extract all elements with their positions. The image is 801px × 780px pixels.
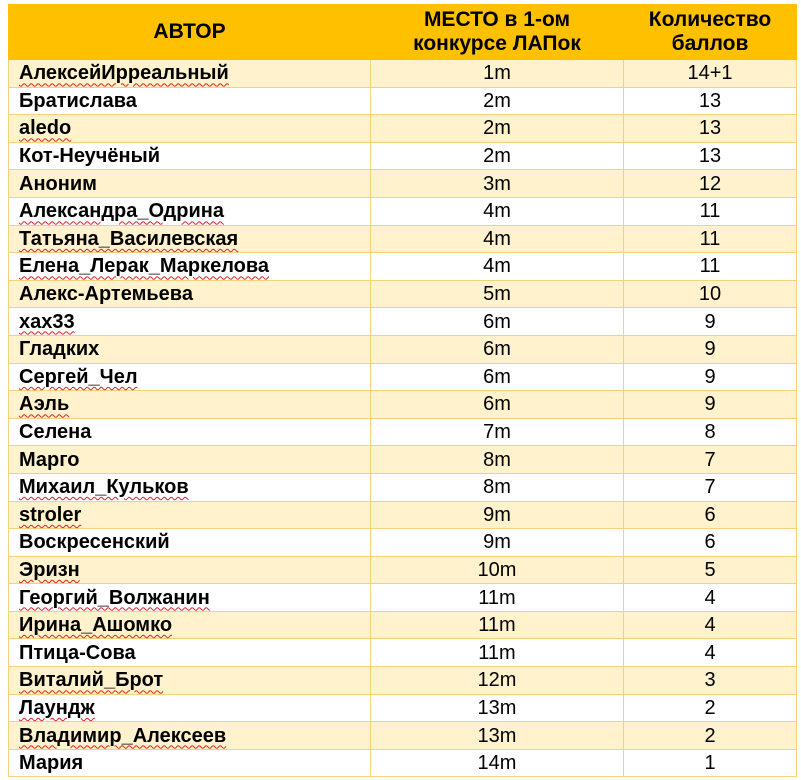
- table-row: [9, 722, 797, 750]
- table-row: [9, 611, 797, 639]
- place-cell: 9m: [371, 501, 624, 529]
- score-cell: 9: [624, 391, 797, 419]
- score-cell: 2: [624, 722, 797, 750]
- author-name: Александра_Одрина: [19, 200, 224, 223]
- author-cell: [9, 501, 371, 529]
- place-cell: 9m: [371, 529, 624, 557]
- place-cell: 2m: [371, 115, 624, 143]
- author-name: Аэль: [19, 393, 70, 416]
- author-name: Алекс-Артемьева: [19, 283, 193, 306]
- table-row: [9, 87, 797, 115]
- header-place: МЕСТО в 1-ом конкурсе ЛАПок: [371, 5, 624, 60]
- place-cell: 1m: [371, 60, 624, 88]
- table-row: [9, 335, 797, 363]
- table-row: [9, 529, 797, 557]
- score-cell: 1: [624, 749, 797, 777]
- place-cell: 8m: [371, 473, 624, 501]
- table-header: [9, 5, 797, 60]
- author-cell: [9, 87, 371, 115]
- place-cell: 8m: [371, 446, 624, 474]
- author-cell: [9, 335, 371, 363]
- table-row: [9, 142, 797, 170]
- author-name: Сергей_Чел: [19, 365, 138, 388]
- place-cell: 12m: [371, 667, 624, 695]
- table-row: [9, 418, 797, 446]
- author-name: АлексейИрреальный: [19, 62, 229, 85]
- table-row: [9, 749, 797, 777]
- score-cell: 3: [624, 667, 797, 695]
- author-cell: [9, 473, 371, 501]
- author-cell: [9, 197, 371, 225]
- place-cell: 11m: [371, 584, 624, 612]
- score-cell: 13: [624, 87, 797, 115]
- score-cell: 11: [624, 253, 797, 281]
- author-cell: [9, 722, 371, 750]
- author-name: Воскресенский: [19, 531, 170, 554]
- score-cell: 4: [624, 611, 797, 639]
- author-name: Михаил_Кульков: [19, 476, 189, 499]
- score-cell: 4: [624, 584, 797, 612]
- author-cell: [9, 115, 371, 143]
- author-name: хах33: [19, 310, 75, 333]
- place-cell: 3m: [371, 170, 624, 198]
- author-cell: [9, 363, 371, 391]
- place-cell: 13m: [371, 722, 624, 750]
- author-name: Гладких: [19, 338, 100, 361]
- author-name: Татьяна_Василевская: [19, 227, 239, 250]
- author-cell: [9, 529, 371, 557]
- table-row: [9, 556, 797, 584]
- table-row: [9, 391, 797, 419]
- score-cell: 11: [624, 225, 797, 253]
- table-row: [9, 115, 797, 143]
- author-cell: [9, 749, 371, 777]
- place-cell: 5m: [371, 280, 624, 308]
- author-cell: [9, 694, 371, 722]
- table-row: [9, 584, 797, 612]
- table-row: [9, 667, 797, 695]
- author-name: Аноним: [19, 172, 97, 195]
- author-name: Птица-Сова: [19, 641, 136, 664]
- score-cell: 5: [624, 556, 797, 584]
- author-cell: [9, 391, 371, 419]
- place-cell: 14m: [371, 749, 624, 777]
- table-row: [9, 225, 797, 253]
- table-row: [9, 308, 797, 336]
- header-author: АВТОР: [9, 5, 371, 60]
- author-cell: [9, 611, 371, 639]
- author-name: Ирина_Ашомко: [19, 614, 173, 637]
- score-cell: 2: [624, 694, 797, 722]
- place-cell: 4m: [371, 197, 624, 225]
- place-cell: 11m: [371, 639, 624, 667]
- author-cell: [9, 418, 371, 446]
- table-row: [9, 501, 797, 529]
- header-score: Количество баллов: [624, 5, 797, 60]
- score-cell: 9: [624, 308, 797, 336]
- author-name: stroler: [19, 503, 82, 526]
- author-cell: [9, 253, 371, 281]
- author-cell: [9, 225, 371, 253]
- place-cell: 7m: [371, 418, 624, 446]
- table-row: [9, 60, 797, 88]
- table-row: [9, 473, 797, 501]
- author-cell: [9, 170, 371, 198]
- place-cell: 6m: [371, 308, 624, 336]
- author-name: Эризн: [19, 558, 80, 581]
- author-cell: [9, 446, 371, 474]
- results-table: [8, 4, 797, 777]
- score-cell: 6: [624, 501, 797, 529]
- author-cell: [9, 639, 371, 667]
- table-row: [9, 253, 797, 281]
- place-cell: 10m: [371, 556, 624, 584]
- author-name: Селена: [19, 421, 92, 444]
- author-name: Лаундж: [19, 696, 95, 719]
- author-cell: [9, 667, 371, 695]
- table-row: [9, 639, 797, 667]
- score-cell: 11: [624, 197, 797, 225]
- score-cell: 10: [624, 280, 797, 308]
- table-row: [9, 694, 797, 722]
- score-cell: 6: [624, 529, 797, 557]
- place-cell: 2m: [371, 87, 624, 115]
- table-row: [9, 446, 797, 474]
- author-name: Марго: [19, 448, 80, 471]
- score-cell: 4: [624, 639, 797, 667]
- header-row: [9, 5, 797, 60]
- place-cell: 6m: [371, 335, 624, 363]
- author-name: Елена_Лерак_Маркелова: [19, 255, 270, 278]
- author-name: Георгий_Волжанин: [19, 586, 210, 609]
- place-cell: 6m: [371, 363, 624, 391]
- table-body: [9, 60, 797, 777]
- author-name: aledo: [19, 117, 72, 140]
- score-cell: 12: [624, 170, 797, 198]
- score-cell: 7: [624, 473, 797, 501]
- score-cell: 14+1: [624, 60, 797, 88]
- score-cell: 7: [624, 446, 797, 474]
- author-cell: [9, 60, 371, 88]
- score-cell: 13: [624, 115, 797, 143]
- author-name: Владимир_Алексеев: [19, 724, 227, 747]
- place-cell: 13m: [371, 694, 624, 722]
- author-name: Братислава: [19, 89, 137, 112]
- place-cell: 4m: [371, 253, 624, 281]
- table-row: [9, 280, 797, 308]
- author-cell: [9, 584, 371, 612]
- table-row: [9, 170, 797, 198]
- score-cell: 8: [624, 418, 797, 446]
- author-name: Виталий_Брот: [19, 669, 164, 692]
- place-cell: 4m: [371, 225, 624, 253]
- place-cell: 6m: [371, 391, 624, 419]
- place-cell: 2m: [371, 142, 624, 170]
- author-cell: [9, 556, 371, 584]
- score-cell: 13: [624, 142, 797, 170]
- table-row: [9, 363, 797, 391]
- score-cell: 9: [624, 335, 797, 363]
- score-cell: 9: [624, 363, 797, 391]
- author-cell: [9, 142, 371, 170]
- author-name: Мария: [19, 752, 84, 775]
- author-cell: [9, 308, 371, 336]
- place-cell: 11m: [371, 611, 624, 639]
- table-row: [9, 197, 797, 225]
- author-cell: [9, 280, 371, 308]
- author-name: Кот-Неучёный: [19, 145, 160, 168]
